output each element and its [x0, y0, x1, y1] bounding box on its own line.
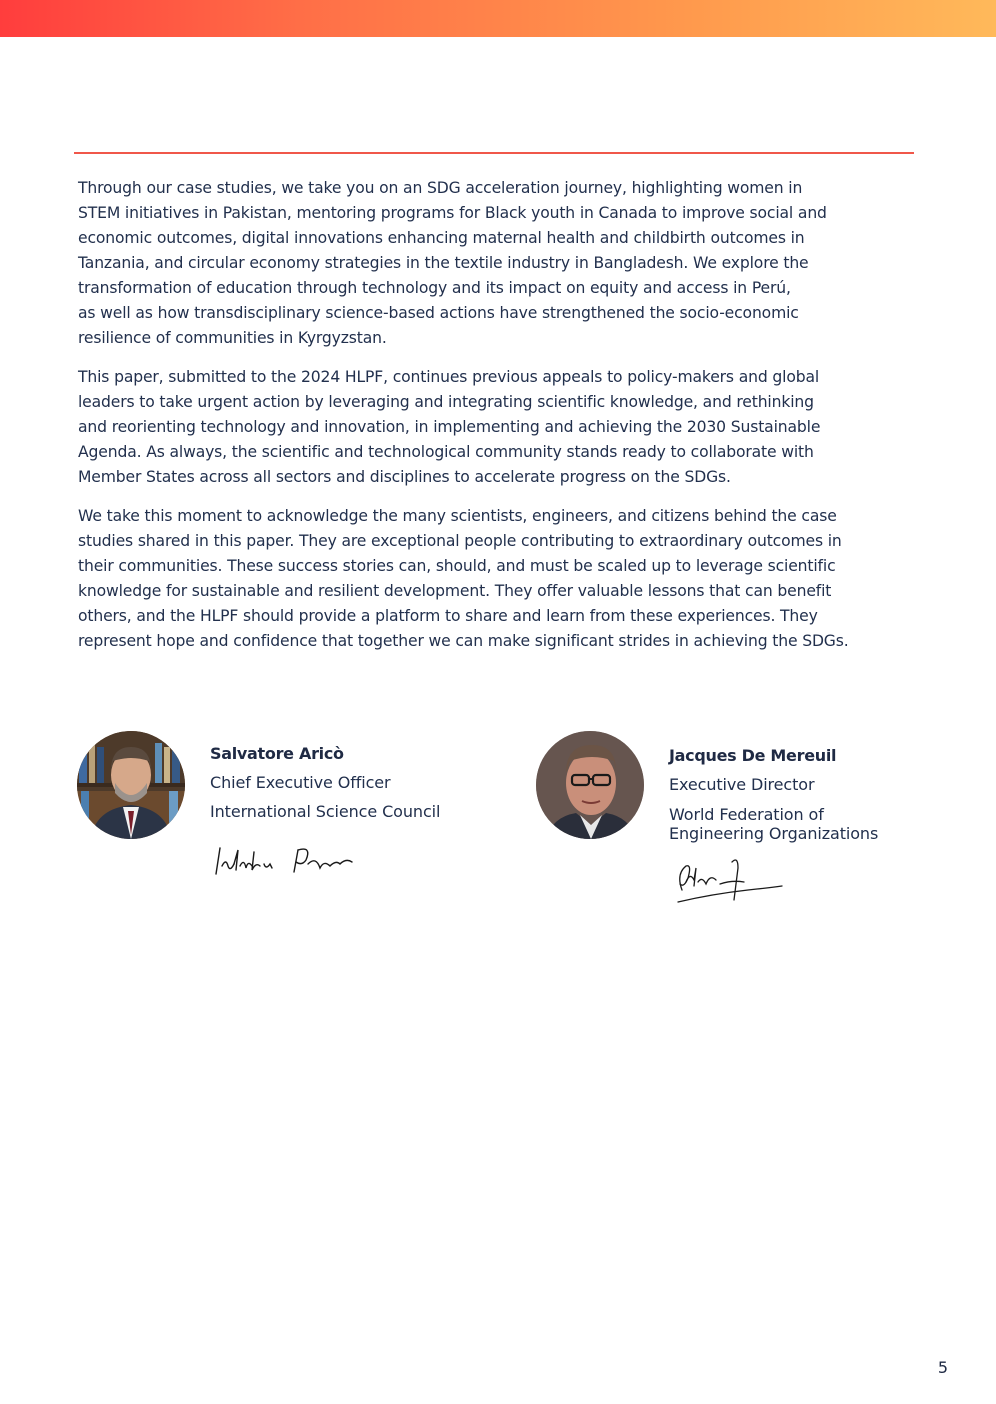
signatory-title: Chief Executive Officer [210, 773, 391, 792]
avatar-jacques-de-mereuil [536, 731, 644, 839]
signatory-title: Executive Director [669, 775, 815, 794]
signatory-organization: World Federation of Engineering Organizations [669, 805, 879, 843]
signature-salvatore-arico [212, 842, 362, 880]
section-divider [74, 152, 914, 154]
body-text [78, 176, 928, 668]
paragraph-acknowledgement: We take this moment to acknowledge the many scientists, engineers, and citizens behind the case studies shared in this paper. They are exceptional people contributing to extraordinary outcomes in their communities. These success stories can, should, and must be scaled up to leverage scientific knowledge for sustainable and resilient development. They offer valuable lessons that can benefit others, and the HLPF should provide a platform to share and learn from these experiences. They represent hope and confidence that together we can make significant strides in achieving the SDGs. [78, 507, 849, 650]
page-number: 5 [937, 1358, 948, 1377]
signatory-organization: International Science Council [210, 802, 441, 821]
paragraph-hlpf-appeal: This paper, submitted to the 2024 HLPF, continues previous appeals to policy-makers and global leaders to take urgent action by leveraging and integrating scientific knowledge, and rethinking and reorienting technology and innovation, in implementing and achieving the 2030 Sustainable Agenda. As always, the scientific and technological community stands ready to collaborate with Member States across all sectors and disciplines to accelerate progress on the SDGs. [78, 368, 821, 486]
header-accent-bar [0, 0, 996, 37]
signatory-name: Salvatore Aricò [210, 744, 344, 763]
paragraph-case-studies: Through our case studies, we take you on an SDG acceleration journey, highlighting women in STEM initiatives in Pakistan, mentoring programs for Black youth in Canada to improve social and economic outcomes, digital innovations enhancing maternal health and childbirth outcomes in Tanzania, and circular economy strategies in the textile industry in Bangladesh. We explore the transformation of education through technology and its impact on equity and access in Perú, as well as how transdisciplinary science-based actions have strengthened the socio-economic resilience of communities in Kyrgyzstan. [78, 179, 827, 347]
signature-jacques-de-mereuil [672, 854, 788, 910]
avatar-salvatore-arico [77, 731, 185, 839]
signatory-name: Jacques De Mereuil [669, 746, 837, 765]
